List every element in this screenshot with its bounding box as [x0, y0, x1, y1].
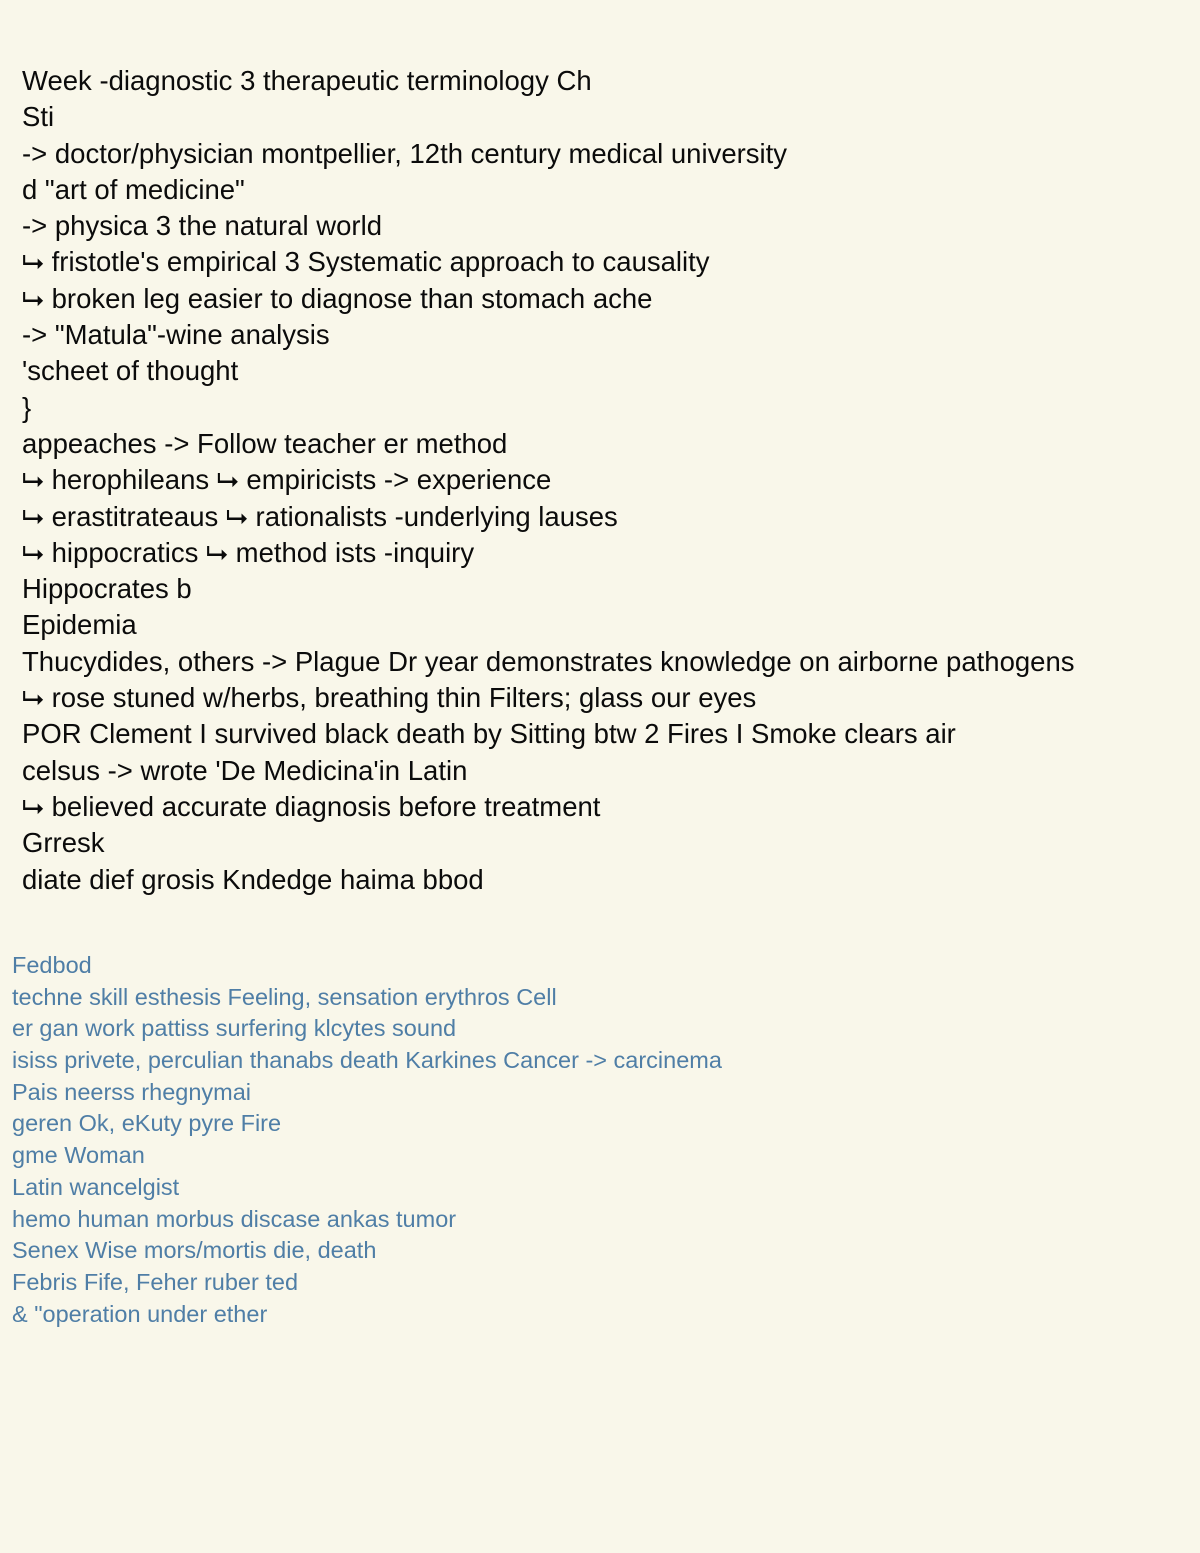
vocab-line: Latin wancelgist	[12, 1173, 180, 1200]
vocab-line: Senex Wise mors/mortis die, death	[12, 1237, 377, 1264]
note-line: ⮡ rose stuned w/herbs, breathing thin Filters; glass our eyes	[22, 682, 757, 714]
vocab-line: Fedbod	[12, 952, 92, 978]
note-line: }	[22, 391, 32, 423]
main-notes	[22, 63, 1198, 898]
vocab-line: Pais neerss rhegnymai	[12, 1078, 252, 1105]
vocab-line: & "operation under ether	[12, 1300, 268, 1327]
vocab-line: isiss privete, perculian thanabs death Karkines Cancer -> carcinema	[12, 1047, 722, 1074]
note-line: Week -diagnostic 3 therapeutic terminology Ch	[22, 65, 592, 96]
note-line: diate dief grosis Kndedge haima bbod	[22, 863, 484, 895]
note-line: Hippocrates b	[22, 573, 192, 605]
note-line: ⮡ herophileans ⮡ empiricists -> experience	[22, 464, 552, 496]
note-line: Epidemia	[22, 609, 137, 641]
note-line: Thucydides, others -> Plague Dr year demonstrates knowledge on airborne pathogens	[22, 645, 1075, 677]
note-line: ⮡ erastitrateaus ⮡ rationalists -underlying lauses	[22, 500, 618, 532]
note-line: Grresk	[22, 827, 105, 859]
vocab-line: techne skill esthesis Feeling, sensation erythros Cell	[12, 983, 557, 1010]
vocab-line: geren Ok, eKuty pyre Fire	[12, 1110, 282, 1137]
note-line: 'scheet of thought	[22, 355, 239, 387]
note-line: -> physica 3 the natural world	[22, 210, 382, 242]
note-line: -> "Matula"-wine analysis	[22, 319, 330, 351]
note-line: appeaches -> Follow teacher er method	[22, 427, 508, 459]
note-line: Sti	[22, 101, 55, 133]
vocab-line: hemo human morbus discase ankas tumor	[12, 1205, 457, 1232]
vocab-line: er gan work pattiss surfering klcytes sound	[12, 1015, 457, 1042]
note-line: ⮡ broken leg easier to diagnose than stomach ache	[22, 282, 653, 314]
vocab-line: Febris Fife, Feher ruber ted	[12, 1268, 299, 1295]
note-line: -> doctor/physician montpellier, 12th century medical university	[22, 137, 788, 169]
vocab-notes	[12, 950, 1112, 1330]
note-line: ⮡ fristotle's empirical 3 Systematic approach to causality	[22, 246, 710, 278]
note-line: POR Clement I survived black death by Sitting btw 2 Fires I Smoke clears air	[22, 718, 956, 750]
note-line: ⮡ believed accurate diagnosis before treatment	[22, 790, 601, 822]
note-line: celsus -> wrote 'De Medicina'in Latin	[22, 754, 468, 786]
note-line: d "art of medicine"	[22, 173, 245, 205]
note-line: ⮡ hippocratics ⮡ method ists -inquiry	[22, 536, 475, 568]
vocab-line: gme Woman	[12, 1142, 145, 1169]
